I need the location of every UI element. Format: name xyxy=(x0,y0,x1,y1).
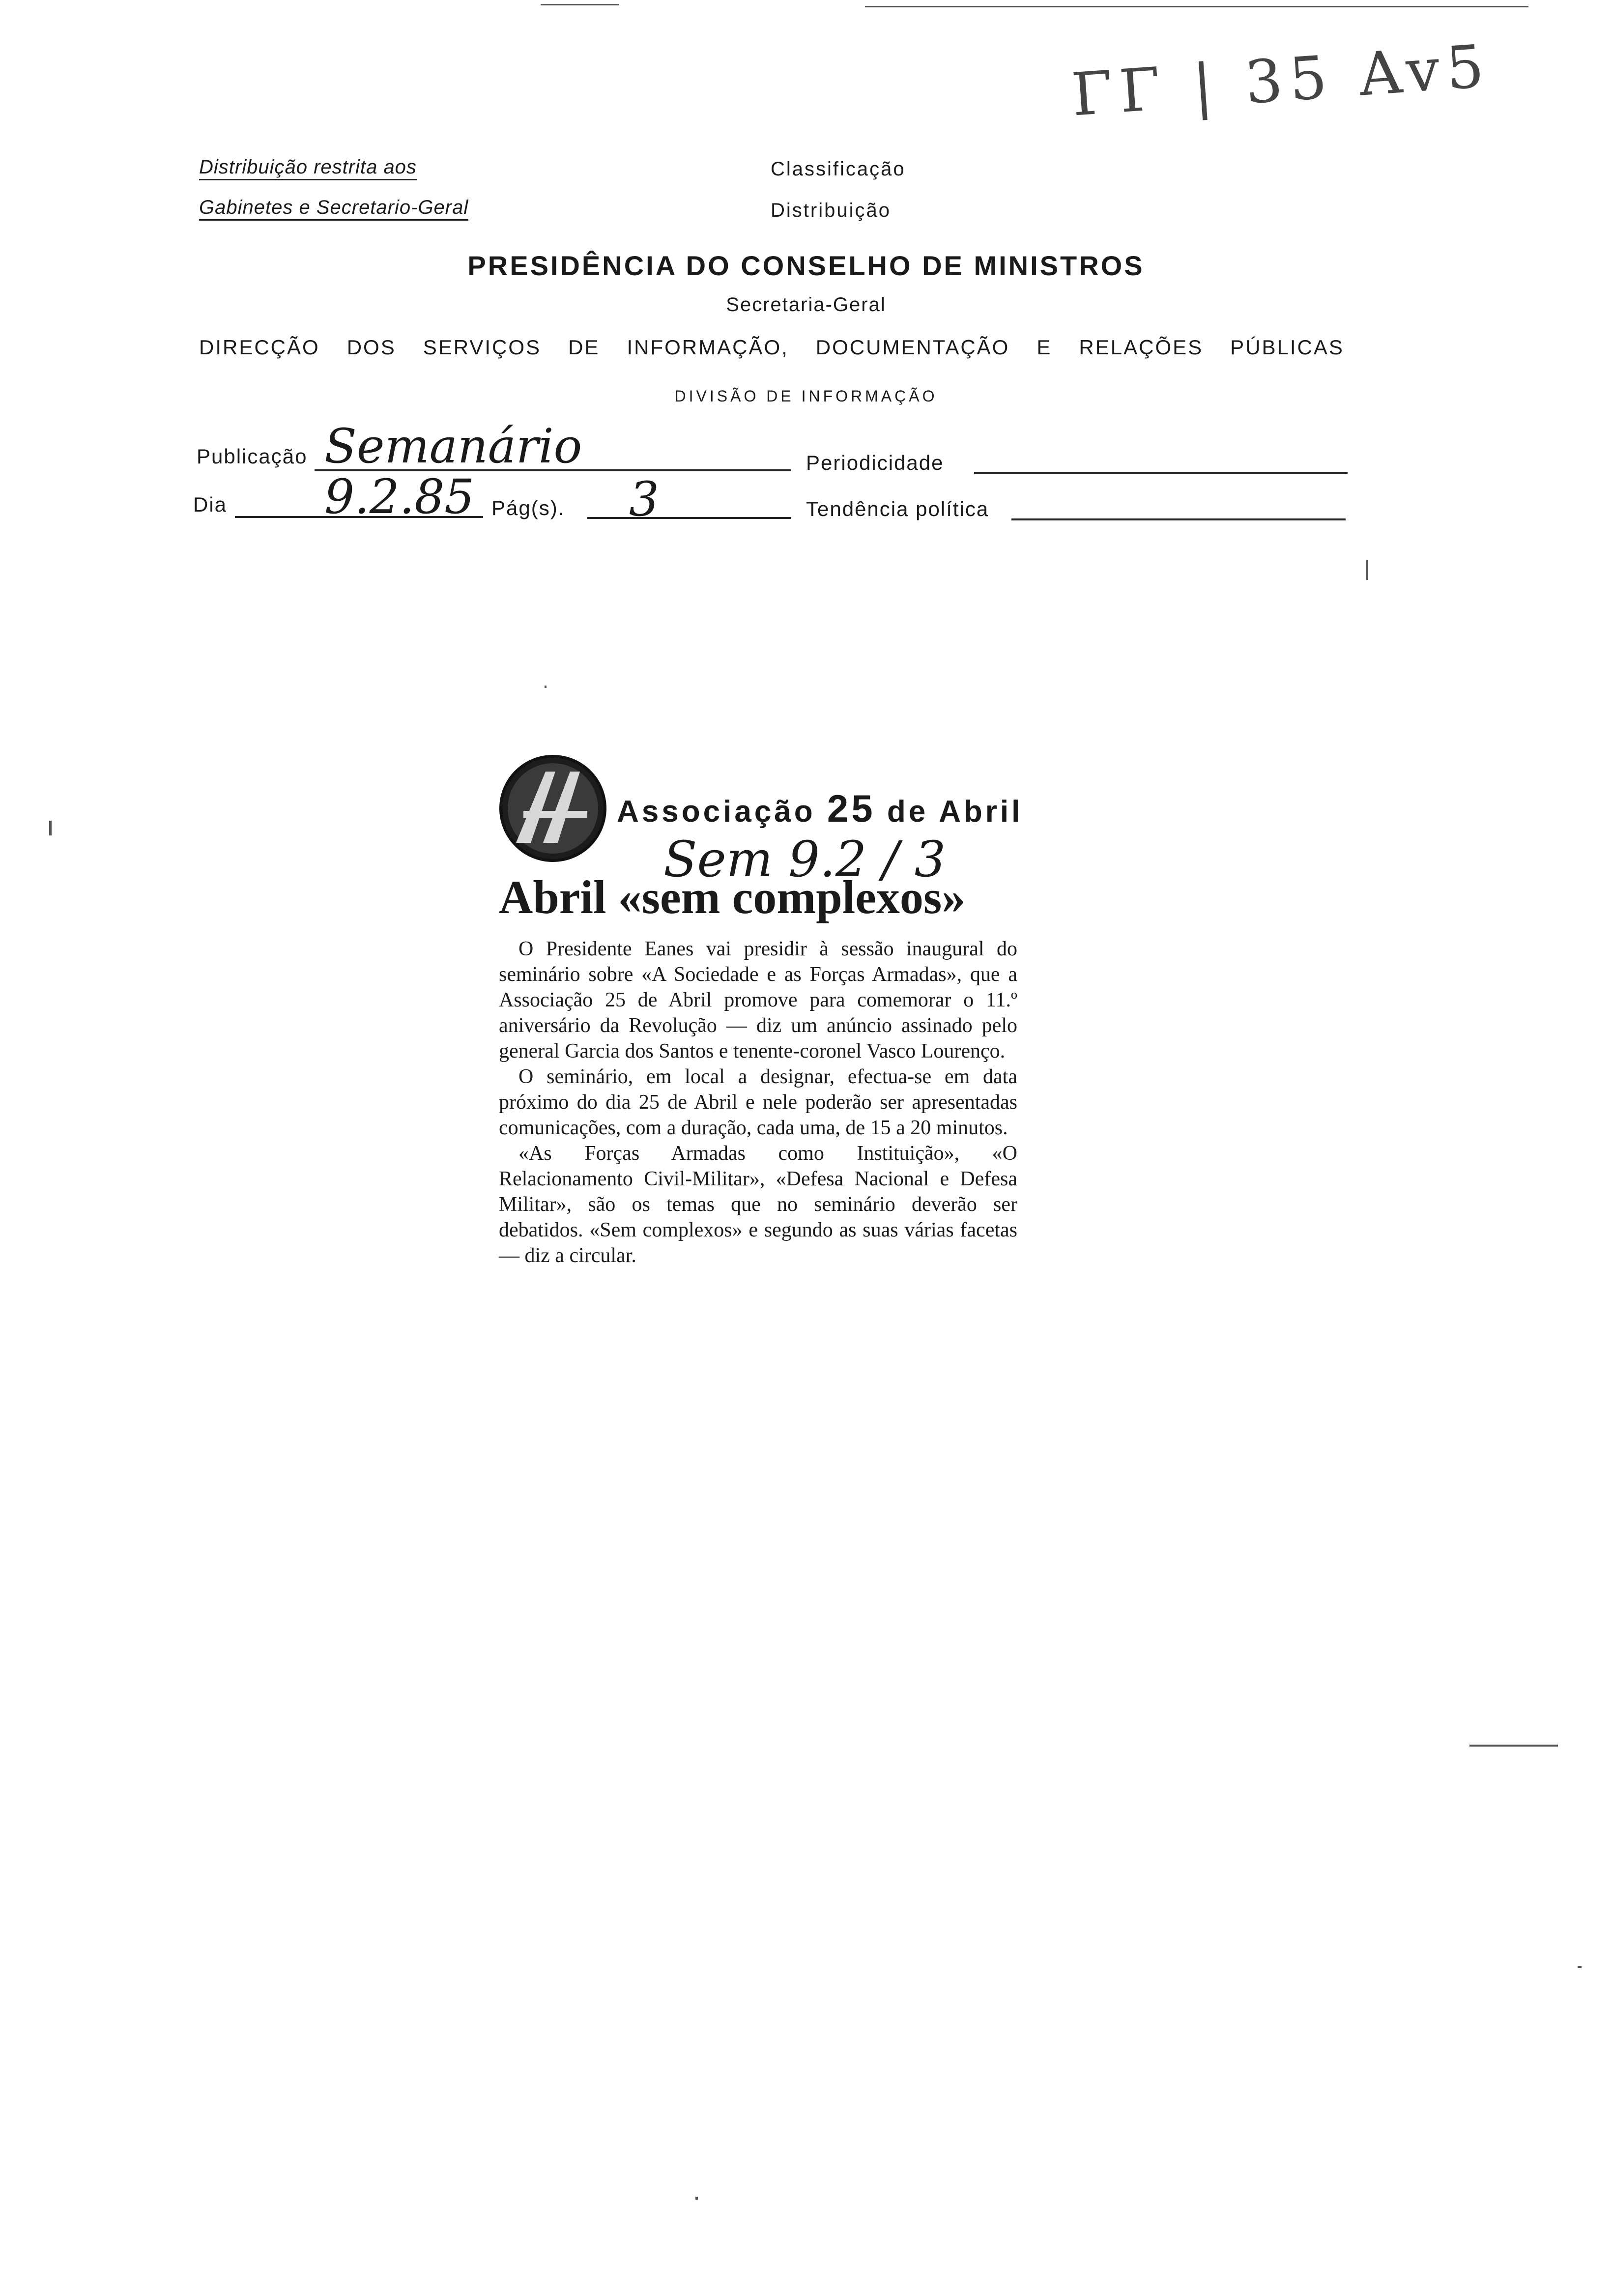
divisao-heading: DIVISÃO DE INFORMAÇÃO xyxy=(674,387,938,405)
associacao-suffix: de Abril xyxy=(887,795,1023,829)
pags-line xyxy=(587,517,791,519)
article-title: Abril «sem complexos» xyxy=(499,871,966,923)
tendencia-label: Tendência política xyxy=(806,497,989,520)
periodicidade-line xyxy=(974,472,1348,474)
pags-value: 3 xyxy=(629,472,660,527)
secretaria-heading: Secretaria-Geral xyxy=(726,294,886,316)
presidency-heading: PRESIDÊNCIA DO CONSELHO DE MINISTROS xyxy=(467,250,1145,281)
direccao-word: SERVIÇOS xyxy=(423,336,542,359)
article-body xyxy=(499,936,1017,1268)
distribuicao-label: Distribuição xyxy=(771,200,891,221)
direccao-word: DIRECÇÃO xyxy=(199,336,320,359)
associacao-number: 25 xyxy=(827,787,876,830)
distribution-restriction-line1: Distribuição restrita aos xyxy=(199,156,417,178)
tendencia-line xyxy=(1011,518,1346,520)
distribution-restriction-line2: Gabinetes e Secretario-Geral xyxy=(199,197,468,219)
scan-artifact xyxy=(1578,1966,1582,1968)
scan-artifact xyxy=(545,686,547,688)
periodicidade-label: Periodicidade xyxy=(806,451,944,474)
scan-artifact xyxy=(49,821,52,835)
direccao-word: RELAÇÕES xyxy=(1079,336,1204,359)
scan-artifact xyxy=(695,2197,698,2200)
article-paragraph: «As Forças Armadas como Instituição», «O Relacionamento Civil-Militar», «Defesa Nacional e Defesa Militar», são os temas que no seminário deverão ser debatidos. «Sem complexos» e segundo as suas várias facetas — diz a circular. xyxy=(499,1142,1017,1267)
scan-artifact xyxy=(1366,560,1368,580)
pags-label: Pág(s). xyxy=(491,496,565,519)
direccao-heading xyxy=(199,336,1344,359)
associacao-heading xyxy=(617,786,1023,831)
direccao-word: DOCUMENTAÇÃO xyxy=(815,336,1010,359)
associacao-prefix: Associação xyxy=(617,795,816,829)
scan-artifact xyxy=(865,6,1528,7)
scan-artifact xyxy=(541,4,619,5)
article-paragraph: O seminário, em local a designar, efectua-se em data próximo do dia 25 de Abril e nele poderão ser apresentadas comunicações, com a duração, cada uma, de 15 a 20 minutos. xyxy=(499,1065,1017,1139)
article-paragraph: O Presidente Eanes vai presidir à sessão inaugural do seminário sobre «A Sociedade e as Forças Armadas», que a Associação 25 de Abril promove para comemorar o 11.º aniversário da Revolução — diz um anúncio assinado pelo general Garcia dos Santos e tenente-coronel Vasco Lourenço. xyxy=(499,938,1017,1062)
handwritten-reference-mark: ΓΓ | 35 Av5 xyxy=(1069,32,1493,130)
handwritten-clipping-note: Sem 9.2 / 3 xyxy=(663,831,946,888)
publicacao-value: Semanário xyxy=(324,419,582,474)
dia-label: Dia xyxy=(193,493,228,516)
direccao-word: INFORMAÇÃO, xyxy=(627,336,789,359)
classificacao-label: Classificação xyxy=(771,158,906,180)
direccao-word: DE xyxy=(568,336,600,359)
direccao-word: PÚBLICAS xyxy=(1230,336,1344,359)
direccao-word: DOS xyxy=(346,336,396,359)
publicacao-label: Publicação xyxy=(197,445,308,468)
dia-value: 9.2.85 xyxy=(324,469,475,524)
direccao-word: E xyxy=(1036,336,1052,359)
scan-artifact xyxy=(1469,1745,1558,1747)
associacao-logo xyxy=(496,752,609,865)
